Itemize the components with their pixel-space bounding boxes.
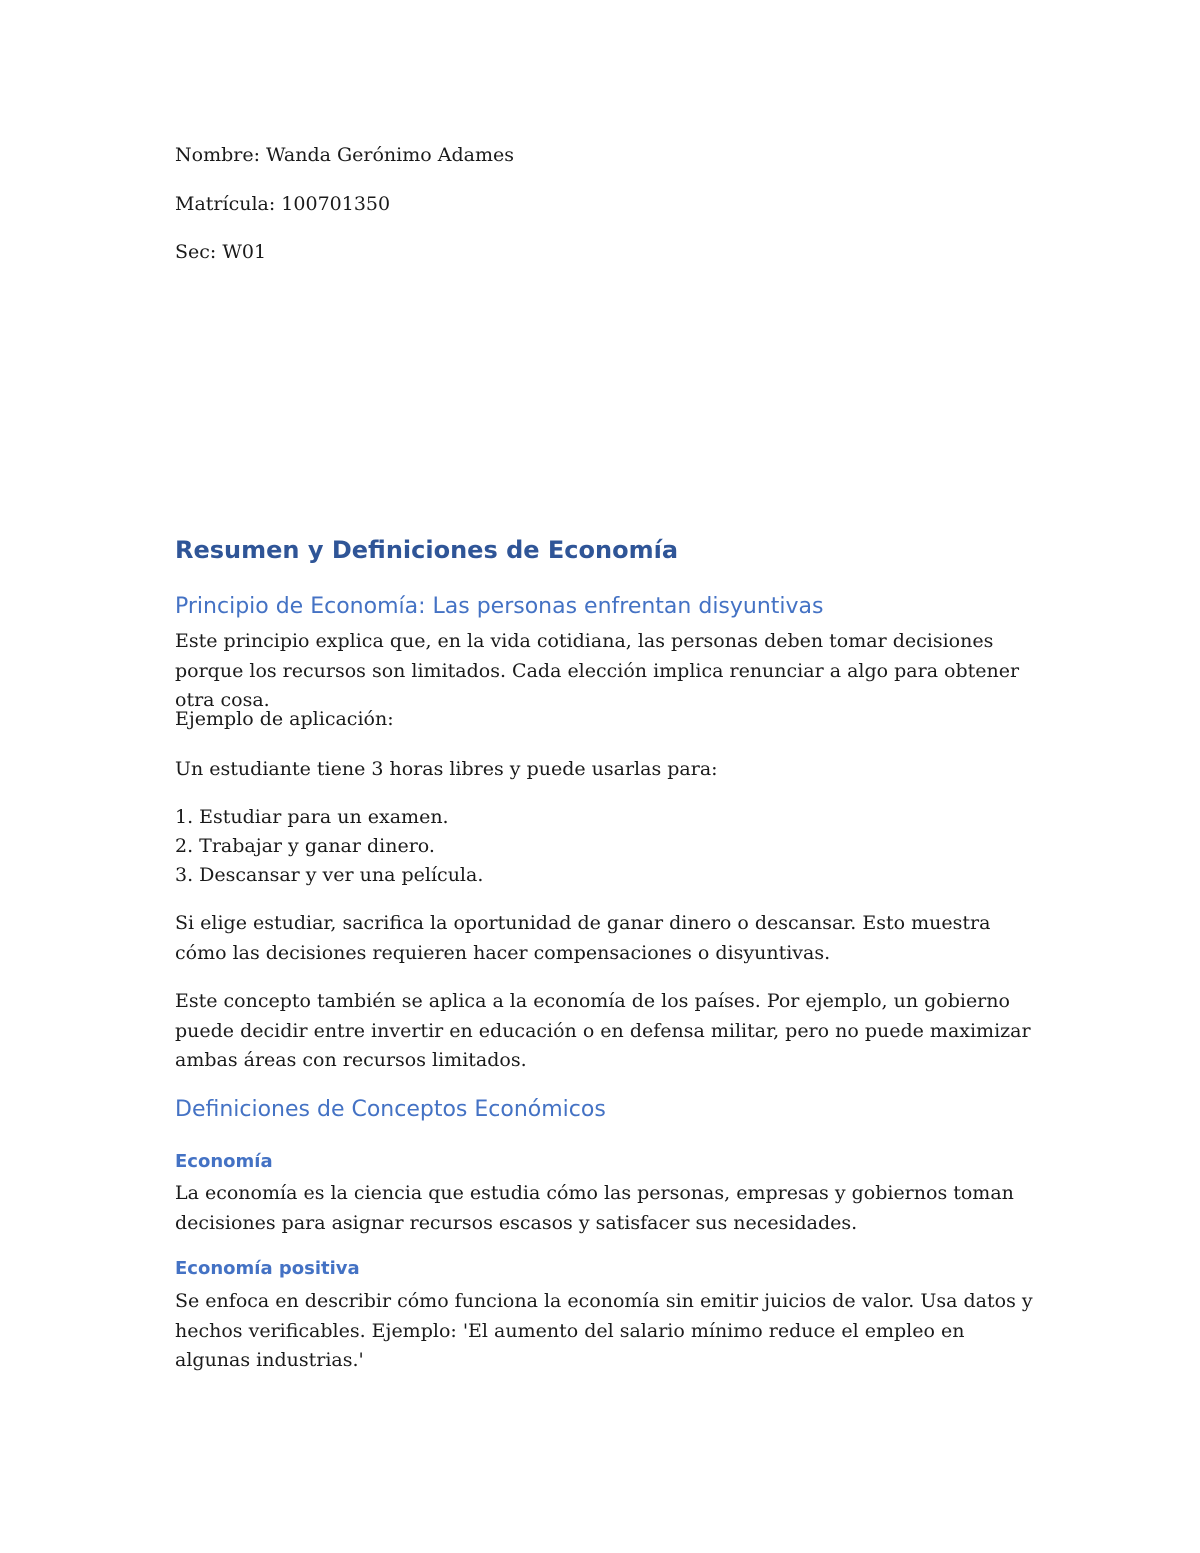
list-text: Descansar y ver una película.: [199, 864, 484, 886]
list-item: [175, 832, 483, 861]
definitions-heading: Definiciones de Conceptos Económicos: [175, 1097, 606, 1122]
list-number: 1.: [175, 806, 194, 828]
list-text: Estudiar para un examen.: [199, 806, 449, 828]
list-number: 2.: [175, 835, 194, 857]
options-list: [175, 803, 483, 890]
document-title: Resumen y Definiciones de Economía: [175, 536, 679, 564]
student-id: Matrícula: 100701350: [175, 193, 391, 215]
term-economia: Economía: [175, 1151, 273, 1172]
list-number: 3.: [175, 864, 194, 886]
principle-intro: Este principio explica que, en la vida cotidiana, las personas deben tomar decisiones porque los recursos son limitados. Cada elección implica renunciar a algo para obtener otra cosa.: [175, 630, 1020, 711]
principle-heading: Principio de Economía: Las personas enfrentan disyuntivas: [175, 594, 824, 619]
section: Sec: W01: [175, 241, 267, 263]
term-economia-positiva: Economía positiva: [175, 1258, 360, 1279]
list-text: Trabajar y ganar dinero.: [199, 835, 435, 857]
list-item: [175, 861, 483, 890]
definition-economia: La economía es la ciencia que estudia cómo las personas, empresas y gobiernos toman decisiones para asignar recursos escasos y satisfacer sus necesidades.: [175, 1182, 1014, 1234]
example-label: Ejemplo de aplicación:: [175, 708, 394, 730]
student-name: Nombre: Wanda Gerónimo Adames: [175, 144, 514, 166]
country-note: Este concepto también se aplica a la economía de los países. Por ejemplo, un gobierno puede decidir entre invertir en educación o en defensa militar, pero no puede maximizar ambas áreas con recursos limitados.: [175, 990, 1031, 1071]
list-item: [175, 803, 483, 832]
principle-conclusion: Si elige estudiar, sacrifica la oportunidad de ganar dinero o descansar. Esto muestra cómo las decisiones requieren hacer compensaciones o disyuntivas.: [175, 912, 991, 964]
definition-economia-positiva: Se enfoca en describir cómo funciona la economía sin emitir juicios de valor. Usa datos y hechos verificables. Ejemplo: 'El aumento del salario mínimo reduce el empleo en algunas industrias.': [175, 1290, 1033, 1371]
example-setup: Un estudiante tiene 3 horas libres y puede usarlas para:: [175, 758, 718, 780]
